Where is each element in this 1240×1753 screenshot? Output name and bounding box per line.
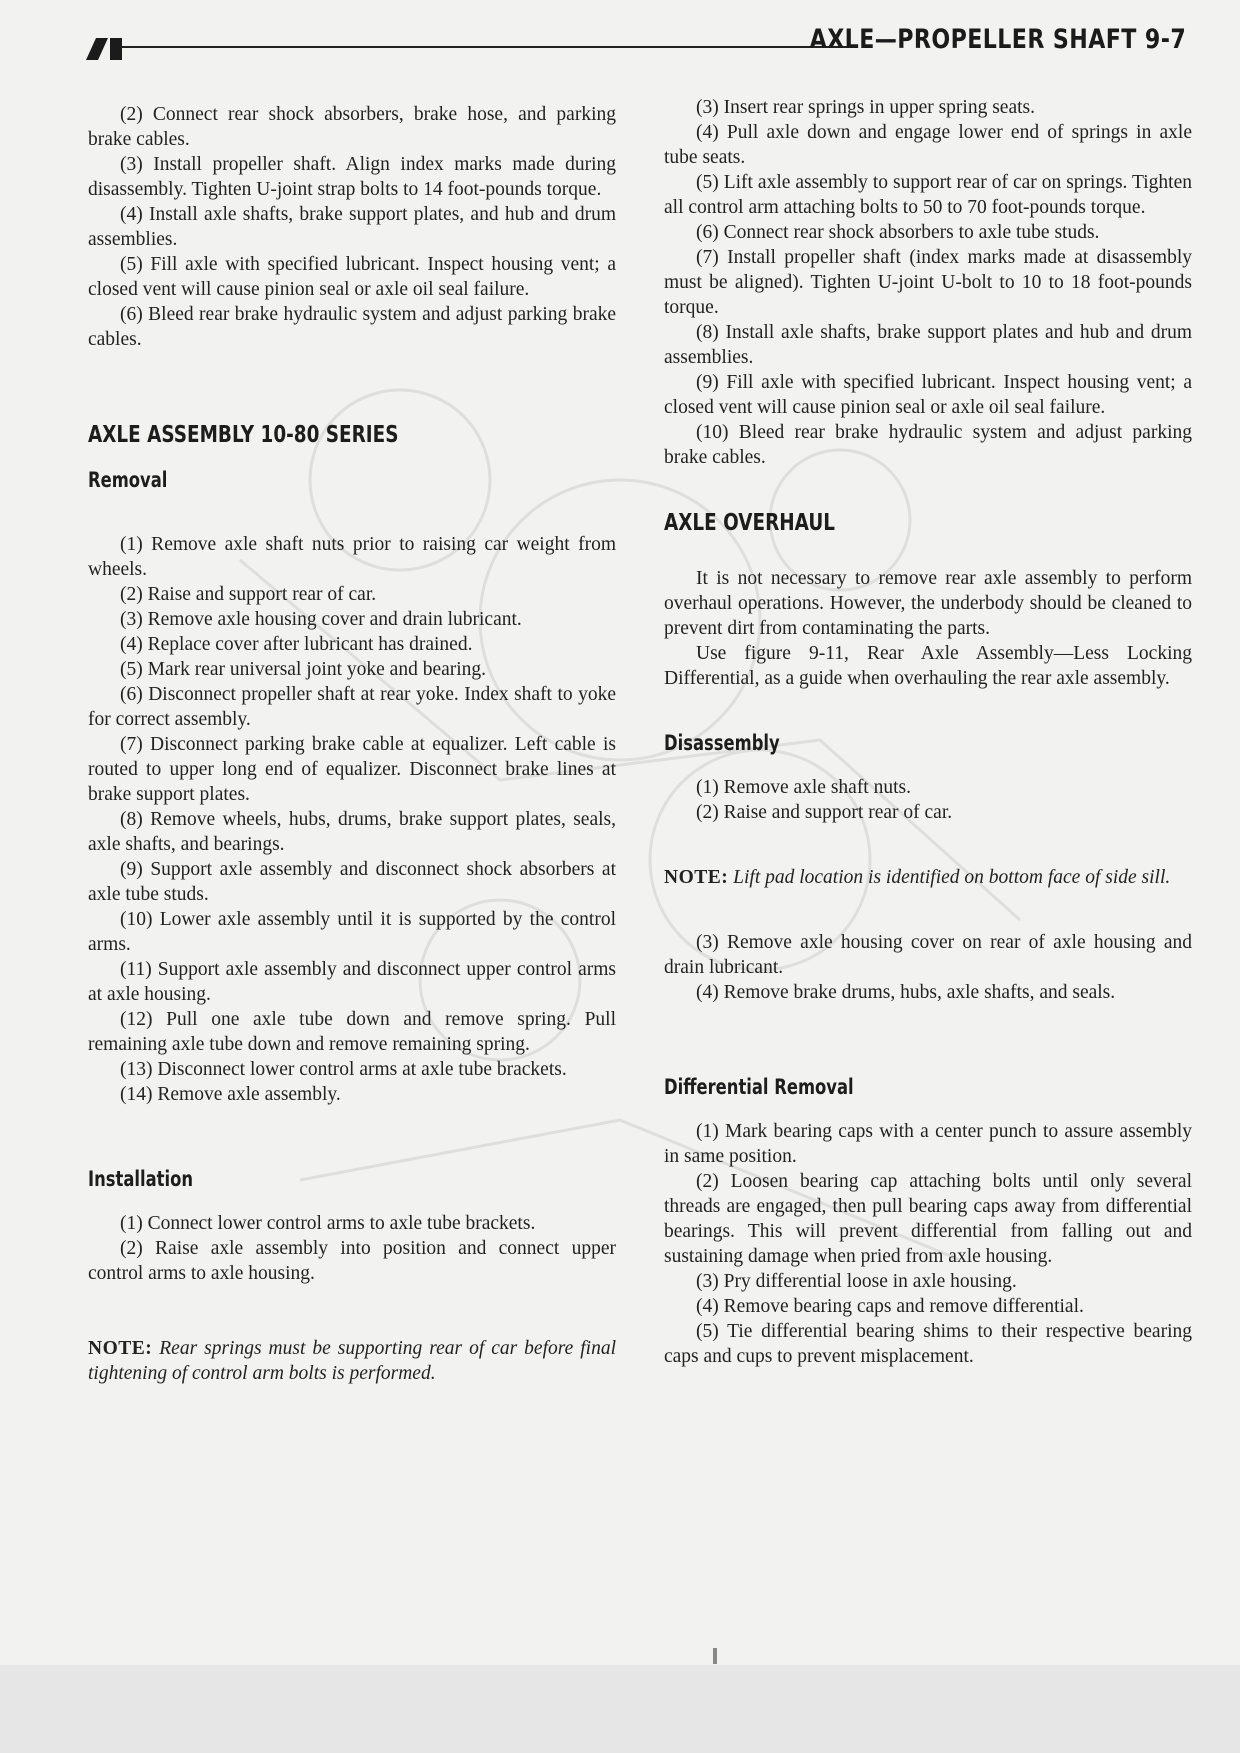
right-intro-step-8: (8) Install axle shafts, brake support plates and hub and drum assemblies. [664, 322, 1192, 368]
scan-bottom-strip [0, 1665, 1240, 1753]
removal-step-2: (2) Raise and support rear of car. [120, 584, 377, 605]
left-intro-step-6: (6) Bleed rear brake hydraulic system and adjust parking brake cables. [88, 304, 616, 350]
removal-step-5: (5) Mark rear universal joint yoke and bearing. [120, 659, 487, 680]
removal-step-11: (11) Support axle assembly and disconnect upper control arms at axle housing. [88, 959, 616, 1005]
diff-removal-step-3: (3) Pry differential loose in axle housing. [696, 1271, 1017, 1292]
left-note-label: NOTE: [88, 1338, 153, 1359]
left-note-text: Rear springs must be supporting rear of car before final tightening of control arm bolts is performed. [88, 1338, 616, 1384]
right-note-label: NOTE: [664, 867, 729, 888]
removal-step-14: (14) Remove axle assembly. [120, 1084, 341, 1105]
installation-step-2: (2) Raise axle assembly into position and connect upper control arms to axle housing. [88, 1238, 616, 1284]
left-intro-step-2: (2) Connect rear shock absorbers, brake hose, and parking brake cables. [88, 104, 616, 150]
removal-title: Removal [88, 468, 168, 492]
disassembly-step-2: (2) Raise and support rear of car. [696, 802, 953, 823]
overhaul-paragraph-2: Use figure 9-11, Rear Axle Assembly—Less Locking Differential, as a guide when overhauling the rear axle assembly. [664, 643, 1192, 689]
differential-removal-title: Differential Removal [664, 1075, 854, 1099]
right-intro-step-5: (5) Lift axle assembly to support rear of car on springs. Tighten all control arm attaching bolts to 50 to 70 foot-pounds torque. [664, 172, 1192, 218]
header-rule [122, 46, 852, 48]
right-intro-step-3: (3) Insert rear springs in upper spring seats. [696, 97, 1035, 118]
right-column [664, 95, 1192, 1369]
removal-step-6: (6) Disconnect propeller shaft at rear yoke. Index shaft to yoke for correct assembly. [88, 684, 616, 730]
page-corner-mark-icon [86, 38, 122, 60]
diff-removal-step-5: (5) Tie differential bearing shims to their respective bearing caps and cups to prevent misplacement. [664, 1321, 1192, 1367]
removal-step-12: (12) Pull one axle tube down and remove spring. Pull remaining axle tube down and remove remaining spring. [88, 1009, 616, 1055]
page-header-title: AXLE—PROPELLER SHAFT 9-7 [809, 24, 1186, 55]
removal-step-7: (7) Disconnect parking brake cable at equalizer. Left cable is routed to upper long end of equalizer. Disconnect brake lines at brake support plates. [88, 734, 616, 805]
disassembly-step-1: (1) Remove axle shaft nuts. [696, 777, 911, 798]
left-intro-step-5: (5) Fill axle with specified lubricant. Inspect housing vent; a closed vent will cause pinion seal or axle oil seal failure. [88, 254, 616, 300]
diff-removal-step-4: (4) Remove bearing caps and remove differential. [696, 1296, 1084, 1317]
right-intro-step-9: (9) Fill axle with specified lubricant. Inspect housing vent; a closed vent will cause pinion seal or axle oil seal failure. [664, 372, 1192, 418]
disassembly-step-4: (4) Remove brake drums, hubs, axle shafts, and seals. [696, 982, 1116, 1003]
section-title-axle-assembly: AXLE ASSEMBLY 10-80 SERIES [88, 422, 399, 448]
overhaul-paragraph-1: It is not necessary to remove rear axle assembly to perform overhaul operations. However, the underbody should be cleaned to prevent dirt from contaminating the parts. [664, 568, 1192, 639]
removal-step-8: (8) Remove wheels, hubs, drums, brake support plates, seals, axle shafts, and bearings. [88, 809, 616, 855]
right-intro-step-7: (7) Install propeller shaft (index marks made at disassembly must be aligned). Tighten U-joint U-bolt to 10 to 18 foot-pounds torque. [664, 247, 1192, 318]
section-title-axle-overhaul: AXLE OVERHAUL [664, 510, 835, 536]
removal-step-9: (9) Support axle assembly and disconnect shock absorbers at axle tube studs. [88, 859, 616, 905]
diff-removal-step-2: (2) Loosen bearing cap attaching bolts until only several threads are engaged, then pull bearing caps away from differential bearings. This will prevent differential from falling out and sustaining damage when pried from axle housing. [664, 1171, 1192, 1267]
removal-step-4: (4) Replace cover after lubricant has drained. [120, 634, 473, 655]
disassembly-title: Disassembly [664, 731, 780, 755]
disassembly-step-3: (3) Remove axle housing cover on rear of axle housing and drain lubricant. [664, 932, 1192, 978]
right-intro-step-4: (4) Pull axle down and engage lower end of springs in axle tube seats. [664, 122, 1192, 168]
removal-step-13: (13) Disconnect lower control arms at axle tube brackets. [120, 1059, 567, 1080]
diff-removal-step-1: (1) Mark bearing caps with a center punch to assure assembly in same position. [664, 1121, 1192, 1167]
right-intro-step-10: (10) Bleed rear brake hydraulic system and adjust parking brake cables. [664, 422, 1192, 468]
binding-mark [713, 1648, 717, 1664]
left-note [88, 1336, 616, 1386]
removal-step-10: (10) Lower axle assembly until it is supported by the control arms. [88, 909, 616, 955]
left-intro-step-4: (4) Install axle shafts, brake support plates, and hub and drum assemblies. [88, 204, 616, 250]
installation-step-1: (1) Connect lower control arms to axle tube brackets. [120, 1213, 536, 1234]
removal-step-1: (1) Remove axle shaft nuts prior to raising car weight from wheels. [88, 534, 616, 580]
left-intro-step-3: (3) Install propeller shaft. Align index marks made during disassembly. Tighten U-joint strap bolts to 14 foot-pounds torque. [88, 154, 616, 200]
right-note-text: Lift pad location is identified on bottom face of side sill. [733, 867, 1171, 888]
installation-title: Installation [88, 1167, 194, 1191]
right-note [664, 865, 1192, 890]
removal-step-3: (3) Remove axle housing cover and drain lubricant. [120, 609, 522, 630]
right-intro-step-6: (6) Connect rear shock absorbers to axle tube studs. [696, 222, 1100, 243]
left-column [88, 102, 616, 1386]
